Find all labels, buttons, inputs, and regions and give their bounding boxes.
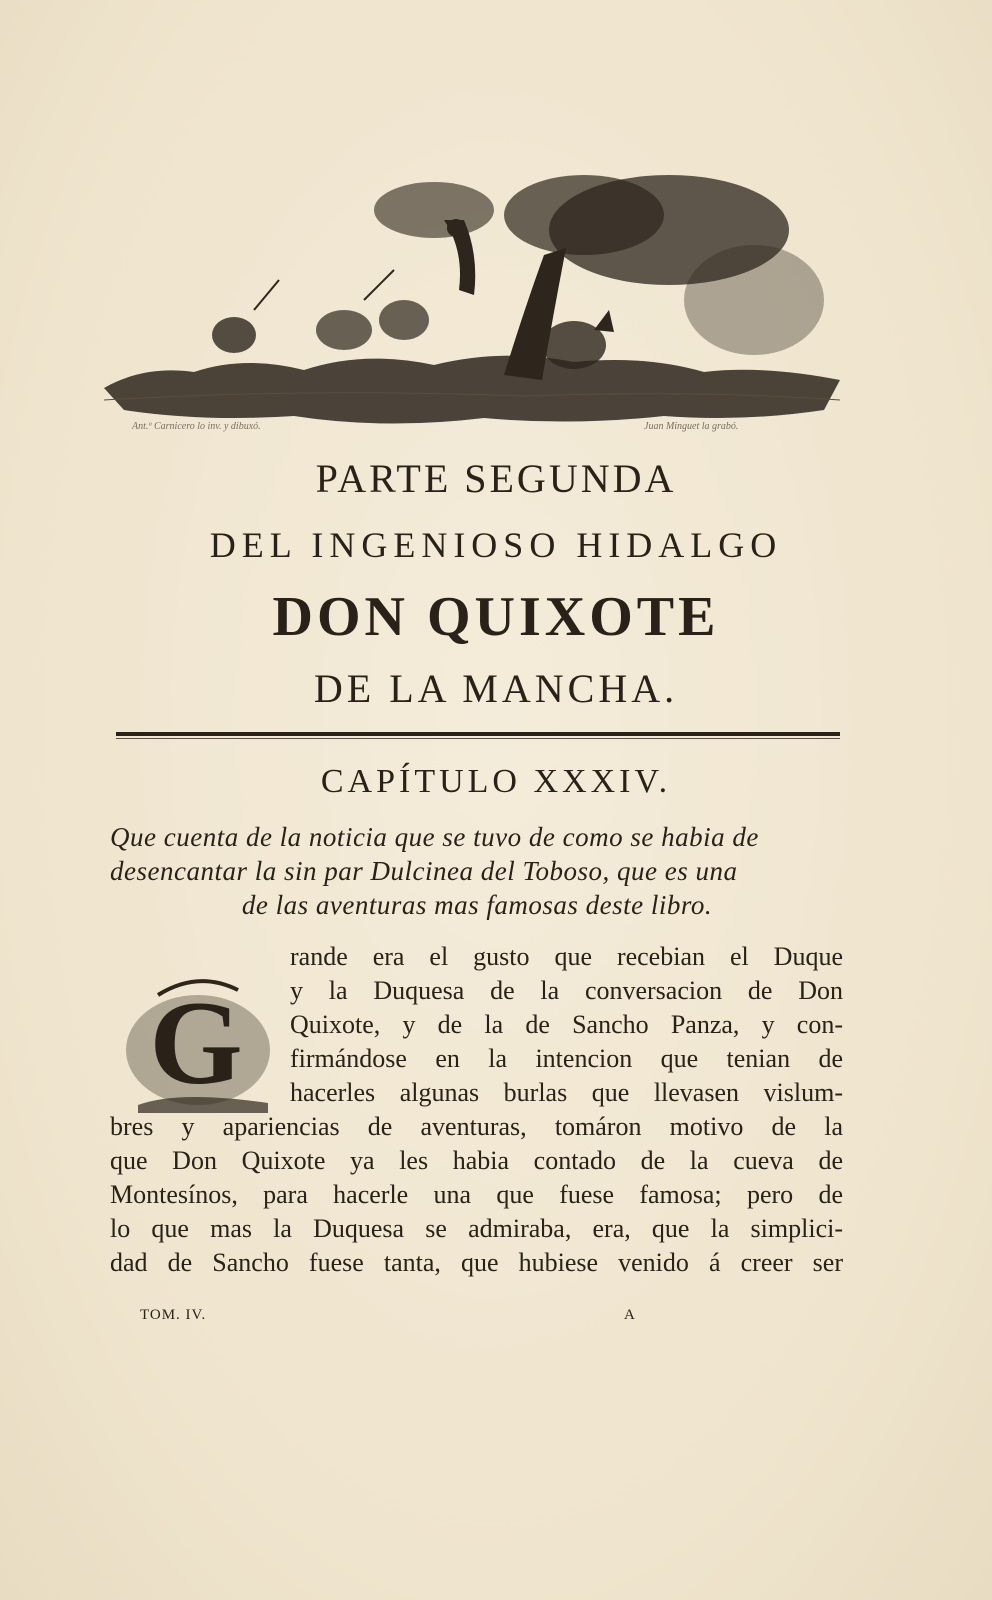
- drop-cap-initial: [118, 965, 278, 1115]
- signature-mark: A: [624, 1307, 636, 1323]
- chapter-heading: CAPÍTULO XXXIV.: [320, 763, 672, 800]
- body-line: Quixote, y de la de Sancho Panza, y con-: [290, 1010, 843, 1039]
- body-line: lo que mas la Duquesa se admiraba, era, que la simplici-: [110, 1214, 843, 1243]
- title-main: DON QUIXOTE: [272, 586, 720, 648]
- chapter-summary-line: de las aventuras mas famosas deste libro.: [241, 890, 713, 920]
- title-line-1: PARTE SEGUNDA: [315, 456, 677, 501]
- chapter-summary-line: Que cuenta de la noticia que se tuvo de como se habia de: [110, 822, 759, 852]
- title-rule: [116, 732, 840, 736]
- body-line: hacerles algunas burlas que llevasen vislum-: [290, 1078, 843, 1107]
- engraved-vignette: [104, 160, 840, 445]
- body-line: rande era el gusto que recebian el Duque: [290, 942, 843, 971]
- title-line-2: DEL INGENIOSO HIDALGO: [209, 525, 783, 565]
- chapter-summary-line: desencantar la sin par Dulcinea del Toboso, que es una: [110, 856, 738, 886]
- body-line: que Don Quixote ya les habia contado de la cueva de: [110, 1146, 843, 1175]
- body-line: firmándose en la intencion que tenian de: [290, 1044, 843, 1073]
- engraving-credit-designer: Ant.º Carnicero lo inv. y dibuxó.: [132, 421, 261, 432]
- svg-text:G: G: [149, 976, 243, 1109]
- body-line: y la Duquesa de la conversacion de Don: [290, 976, 843, 1005]
- body-line: bres y apariencias de aventuras, tomáron motivo de la: [110, 1112, 843, 1141]
- volume-marker: TOM. IV.: [140, 1307, 207, 1323]
- title-rule-thin: [116, 738, 840, 739]
- engraving-credit-engraver: Juan Minguet la grabó.: [644, 421, 739, 432]
- body-line: Montesínos, para hacerle una que fuese famosa; pero de: [110, 1180, 843, 1209]
- title-line-4: DE LA MANCHA.: [313, 666, 679, 711]
- body-line: dad de Sancho fuese tanta, que hubiese venido á creer ser: [110, 1248, 843, 1277]
